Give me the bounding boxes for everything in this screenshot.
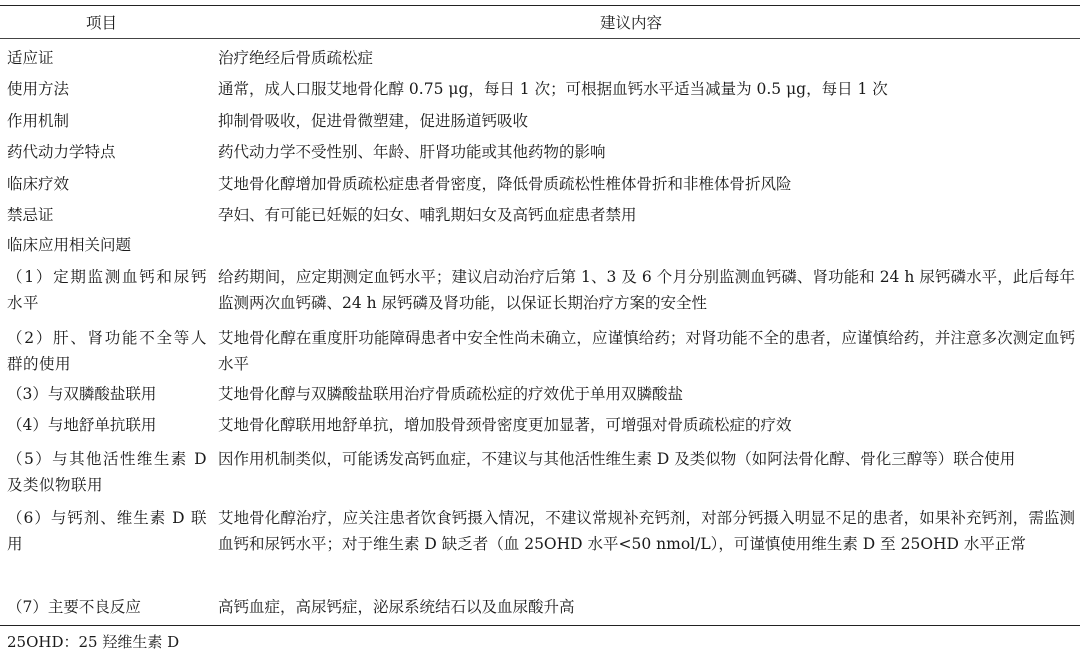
row-item: （1）定期监测血钙和尿钙水平	[7, 268, 207, 312]
row-content: 艾地骨化醇治疗，应关注患者饮食钙摄入情况，不建议常规补充钙剂，对部分钙摄入明显不足的患者，如果补充钙剂，需监测血钙和尿钙水平；对于维生素 D 缺乏者（血 25OHD 水平<50 nmol/L），可谨慎使用维生素 D 至 25OHD 水平正常	[218, 509, 1075, 553]
row-item: （4）与地舒单抗联用	[7, 416, 157, 434]
row-item: （5）与其他活性维生素 D 及类似物联用	[7, 450, 207, 494]
row-content: 高钙血症，高尿钙症，泌尿系统结石以及血尿酸升高	[218, 598, 575, 616]
footnote: 25OHD：25 羟维生素 D	[7, 633, 180, 651]
row-item: 禁忌证	[7, 206, 54, 224]
row-content: 孕妇、有可能已妊娠的妇女、哺乳期妇女及高钙血症患者禁用	[218, 206, 637, 224]
row-content: 药代动力学不受性别、年龄、肝肾功能或其他药物的影响	[218, 143, 606, 161]
row-content: 通常，成人口服艾地骨化醇 0.75 μg，每日 1 次；可根据血钙水平适当减量为 0.5 μg，每日 1 次	[218, 80, 888, 98]
row-content: 因作用机制类似，可能诱发高钙血症，不建议与其他活性维生素 D 及类似物（如阿法骨化醇、骨化三醇等）联合使用	[218, 450, 1016, 468]
row-item: 使用方法	[7, 80, 70, 98]
row-item: （7）主要不良反应	[7, 598, 141, 616]
table-top-rule	[0, 5, 1080, 6]
row-item: 适应证	[7, 49, 54, 67]
row-content: 给药期间，应定期测定血钙水平；建议启动治疗后第 1、3 及 6 个月分别监测血钙磷、肾功能和 24 h 尿钙磷水平，此后每年监测两次血钙磷、24 h 尿钙磷及肾功能，以保证长期治疗方案的安全性	[218, 268, 1075, 312]
row-item: （2）肝、肾功能不全等人群的使用	[7, 329, 207, 373]
row-item: （6）与钙剂、维生素 D 联用	[7, 509, 207, 553]
row-item: 药代动力学特点	[7, 143, 116, 161]
row-item: 作用机制	[7, 112, 70, 130]
header-content: 建议内容	[600, 14, 663, 32]
row-item: 临床疗效	[7, 175, 70, 193]
header-item: 项目	[86, 14, 118, 32]
row-content: 艾地骨化醇与双膦酸盐联用治疗骨质疏松症的疗效优于单用双膦酸盐	[218, 385, 684, 403]
table-bottom-rule	[0, 625, 1080, 626]
row-content: 治疗绝经后骨质疏松症	[218, 49, 374, 67]
section-heading: 临床应用相关问题	[7, 236, 132, 254]
row-content: 艾地骨化醇增加骨质疏松症患者骨密度，降低骨质疏松性椎体骨折和非椎体骨折风险	[218, 175, 792, 193]
row-content: 艾地骨化醇联用地舒单抗，增加股骨颈骨密度更加显著，可增强对骨质疏松症的疗效	[218, 416, 792, 434]
row-item: （3）与双膦酸盐联用	[7, 385, 157, 403]
row-content: 艾地骨化醇在重度肝功能障碍患者中安全性尚未确立，应谨慎给药；对肾功能不全的患者，应谨慎给药，并注意多次测定血钙水平	[218, 329, 1075, 373]
table-header-rule	[0, 38, 1080, 39]
row-content: 抑制骨吸收，促进骨微塑建，促进肠道钙吸收	[218, 112, 529, 130]
